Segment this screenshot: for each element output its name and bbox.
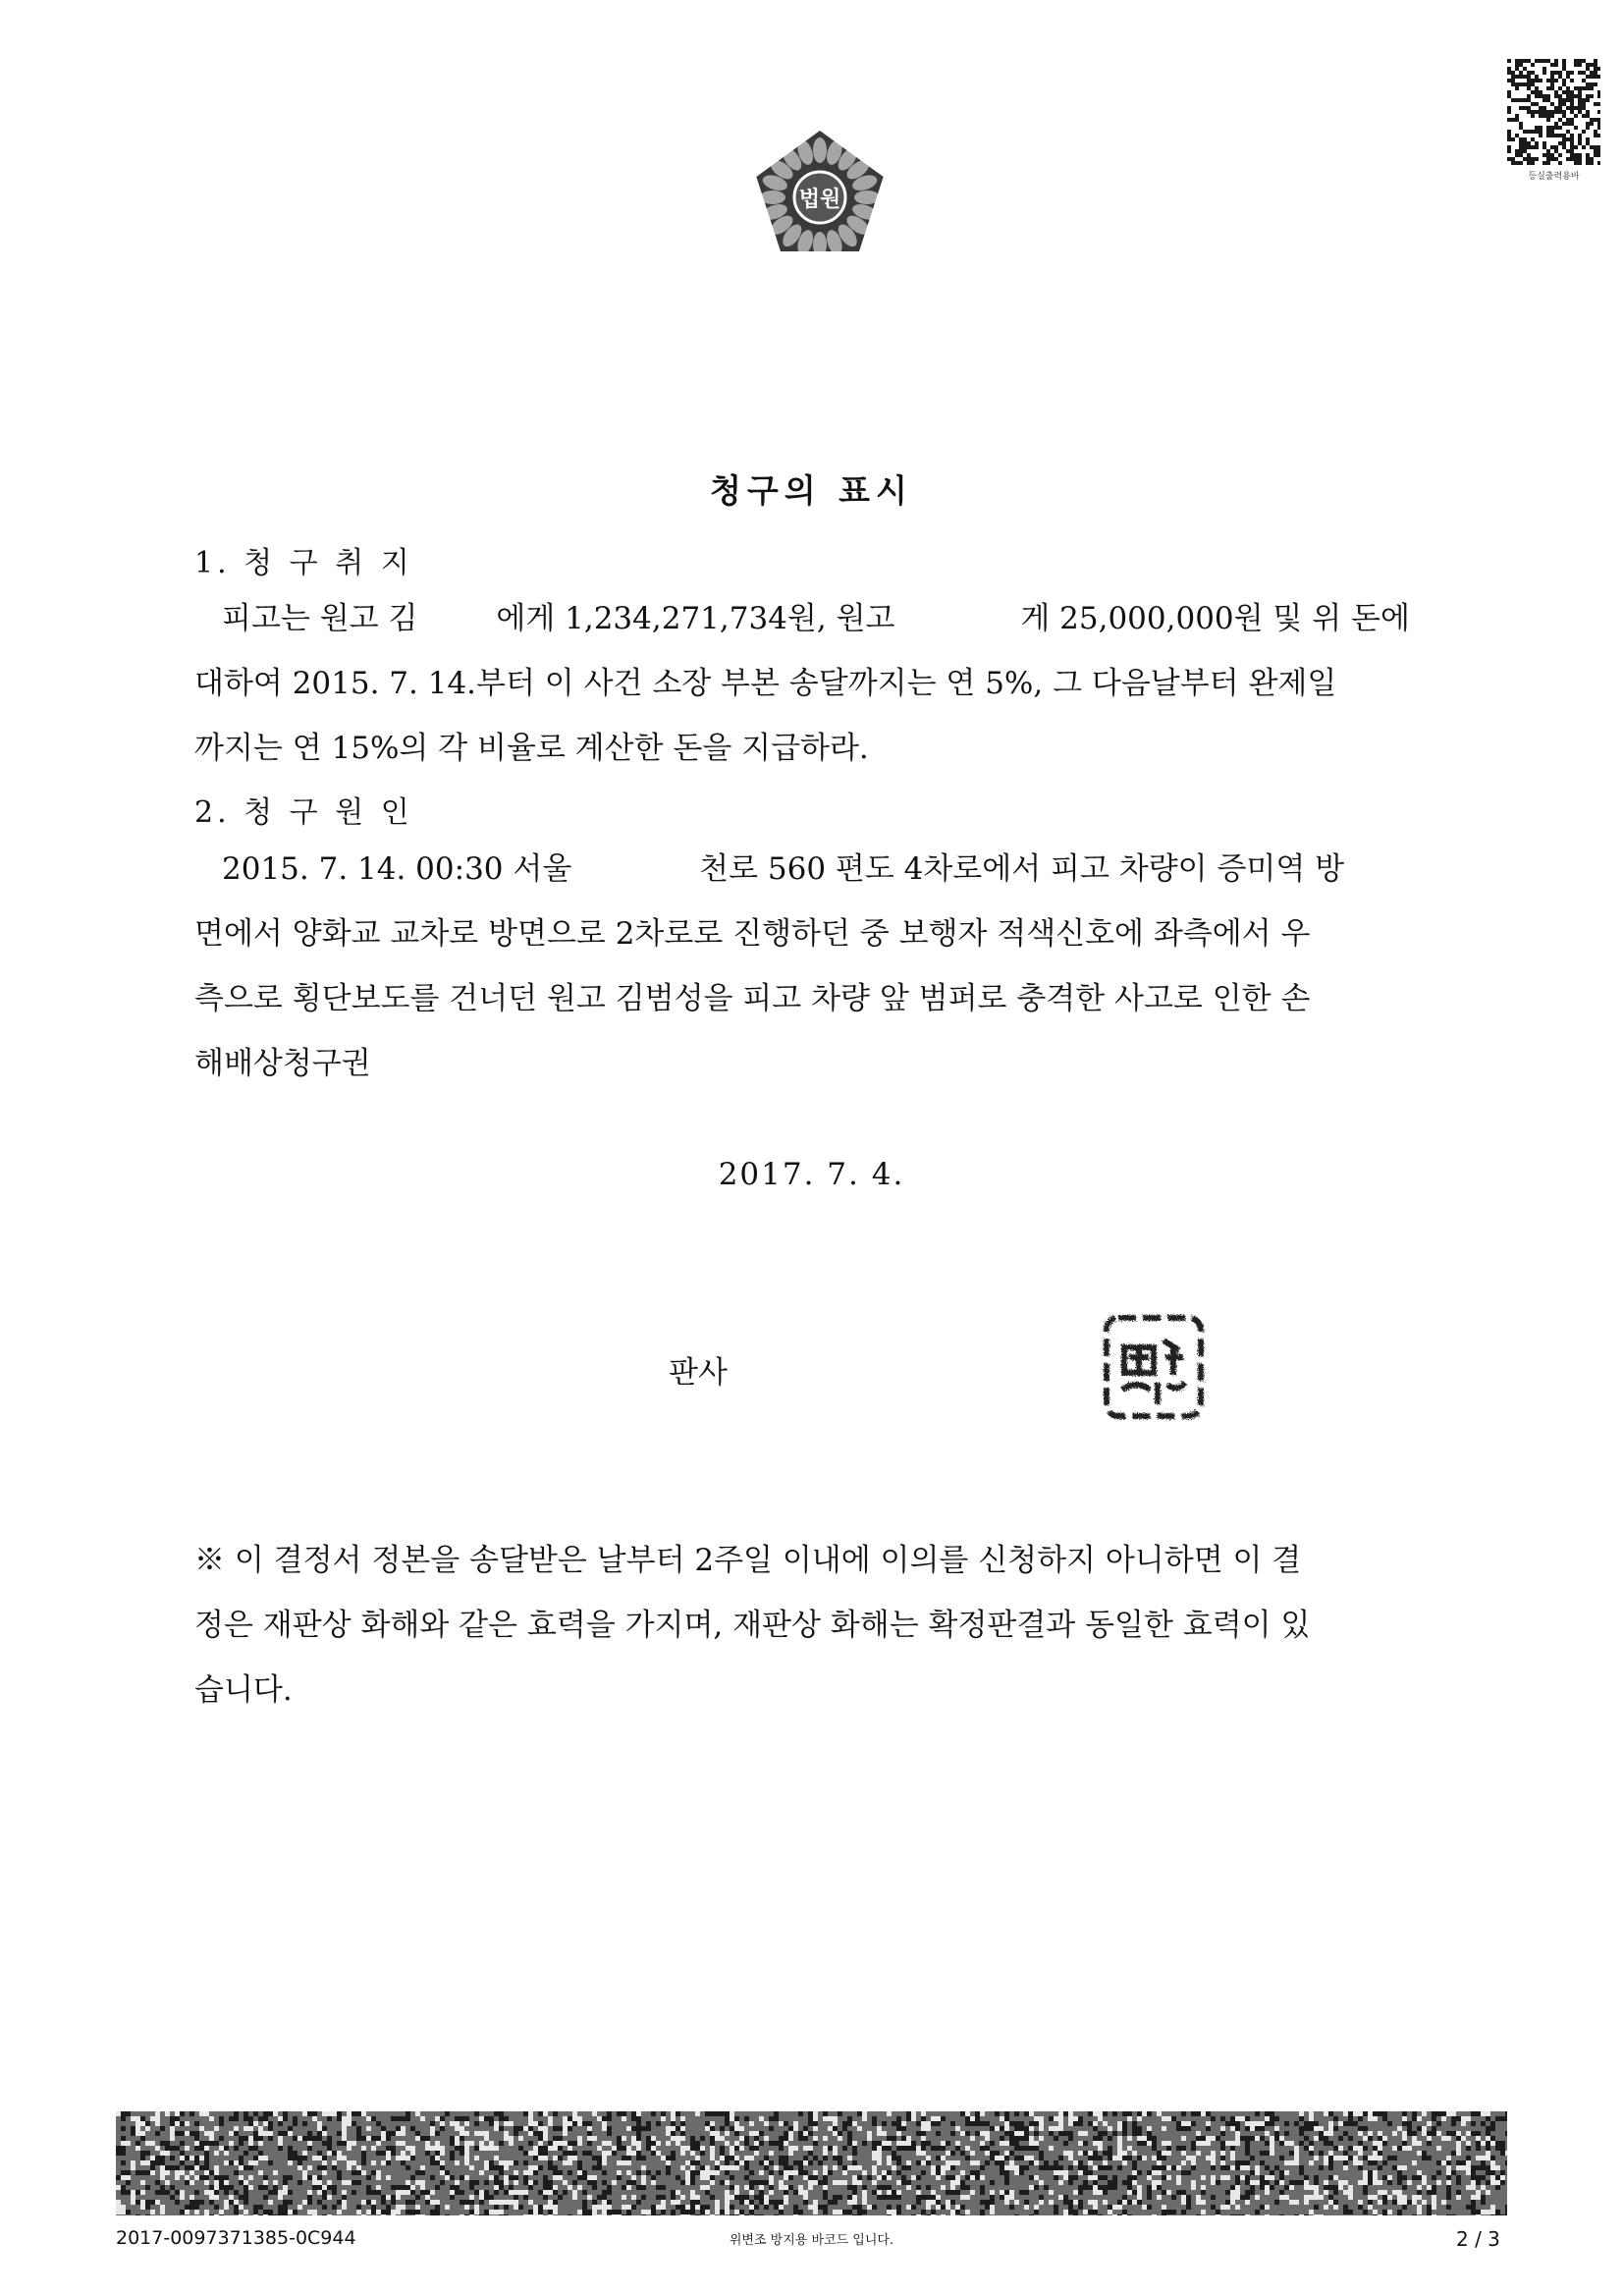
text-segment: 측으로 횡단보도를 건너던 원고 김범성을 피고 차량 앞 범퍼로 충격한 사고로 인한 손 <box>194 981 1311 1016</box>
paragraph-line <box>194 1031 1461 1096</box>
text-segment: 까지는 연 15%의 각 비율로 계산한 돈을 지급하라. <box>194 731 869 766</box>
page-number: 2 / 3 <box>1456 2227 1500 2251</box>
judge-seal-stamp <box>1085 1296 1222 1439</box>
qr-code-pattern <box>1507 59 1600 165</box>
text-segment: 대하여 2015. 7. 14.부터 이 사건 소장 부본 송달까지는 연 5%, 그 다음날부터 완제일 <box>194 666 1337 701</box>
section-heading-claim-purpose: 1. 청 구 취 지 <box>194 546 413 580</box>
redacted-name <box>417 606 496 635</box>
court-emblem-logo <box>746 124 893 271</box>
barcode-caption: 위변조 방지용 바코드 입니다. <box>729 2233 894 2248</box>
document-number: 2017-0097371385-0C944 <box>116 2227 356 2249</box>
emblem-text: 법원 <box>798 188 841 212</box>
paragraph-line <box>194 966 1461 1031</box>
redacted-name <box>904 606 1020 635</box>
paragraph-line <box>194 651 1461 716</box>
qr-code <box>1507 59 1600 182</box>
text-segment: 해배상청구권 <box>194 1046 371 1081</box>
notice-line: 정은 재판상 화해와 같은 효력을 가지며, 재판상 화해는 확정판결과 동일한 효력이 있 <box>194 1608 1311 1643</box>
paragraph-line <box>194 586 1461 651</box>
text-segment: 천로 560 편도 4차로에서 피고 차량이 증미역 방 <box>699 851 1345 887</box>
paragraph-line <box>194 902 1461 966</box>
notice-line: 습니다. <box>194 1672 293 1708</box>
text-segment: 2015. 7. 14. 00:30 서울 <box>222 851 582 887</box>
decision-date: 2017. 7. 4. <box>718 1157 905 1192</box>
text-segment: 피고는 원고 김 <box>222 601 418 636</box>
paragraph-line <box>194 837 1461 902</box>
emblem-petal <box>760 191 785 204</box>
emblem-petal <box>813 232 827 257</box>
notice-line: ※ 이 결정서 정본을 송달받은 날부터 2주일 이내에 이의를 신청하지 아니하면 이 결 <box>194 1543 1302 1578</box>
section-body-claim-purpose <box>194 586 1461 781</box>
anti-forgery-barcode <box>116 2111 1507 2215</box>
paragraph-line <box>194 716 1461 781</box>
document-title: 청구의 표시 <box>710 471 913 510</box>
section-heading-claim-cause: 2. 청 구 원 인 <box>194 795 413 830</box>
judge-label: 판사 <box>669 1355 728 1391</box>
text-segment: 에게 1,234,271,734원, 원고 <box>496 601 905 636</box>
qr-caption: 등실출력용바 <box>1528 172 1580 182</box>
section-body-claim-cause <box>194 837 1461 1096</box>
emblem-petal <box>813 137 827 163</box>
text-segment: 게 25,000,000원 및 위 돈에 <box>1020 601 1410 636</box>
text-segment: 면에서 양화교 교차로 방면으로 2차로로 진행하던 중 보행자 적색신호에 좌측에서 우 <box>194 916 1311 952</box>
emblem-petal <box>854 191 880 204</box>
redacted-address <box>581 856 699 886</box>
notice-paragraph <box>194 1528 1461 1722</box>
